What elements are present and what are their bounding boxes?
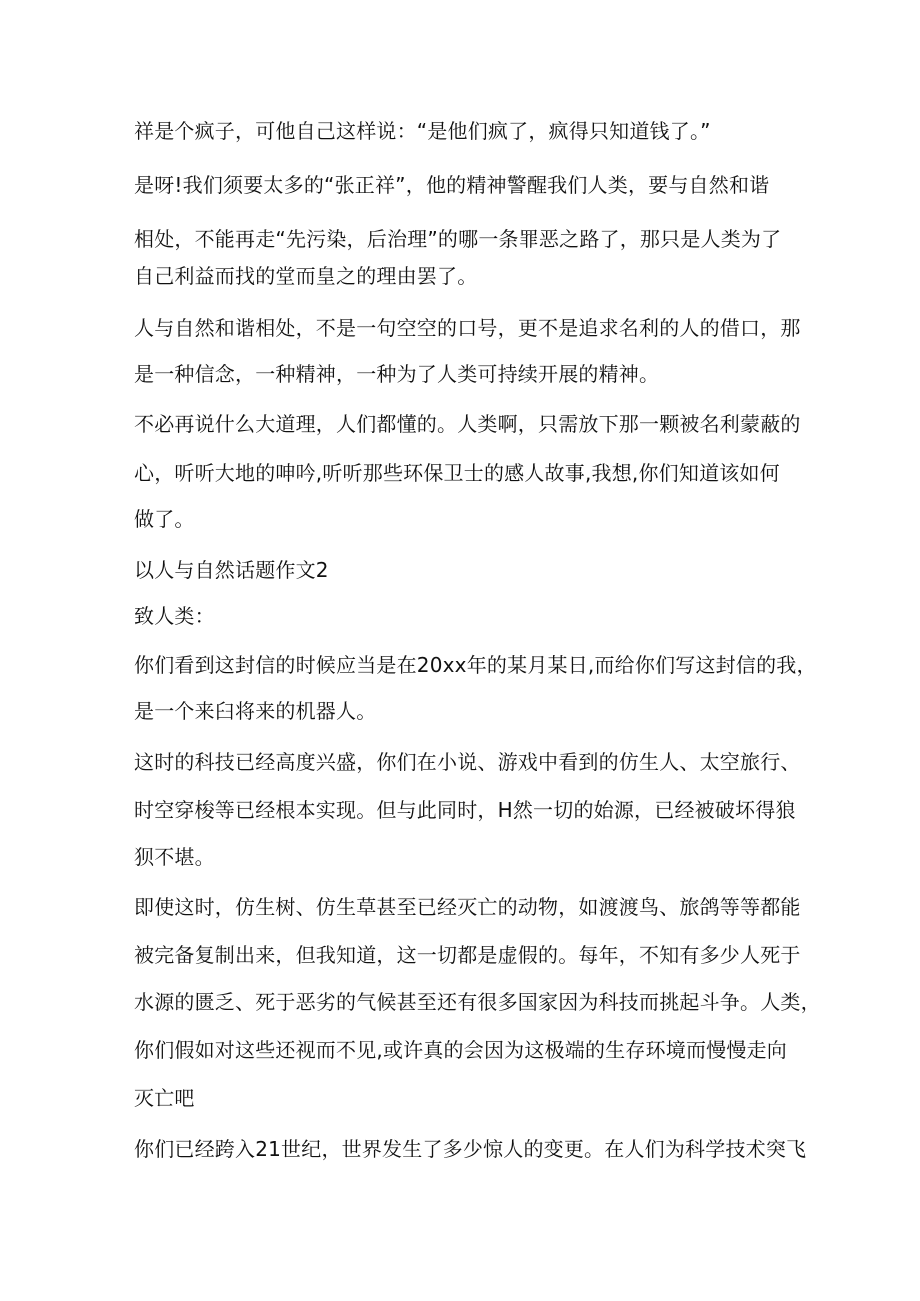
text-line: 相处，不能再走“先污染，后治理”的哪一条罪恶之路了，那只是人类为了: [134, 227, 782, 251]
letter-salutation: 致人类：: [134, 604, 215, 628]
text-line: 做了。: [134, 507, 195, 531]
text-line: 人与自然和谐相处，不是一句空空的口号，更不是追求名利的人的借口，那: [134, 316, 801, 340]
text-line: 不必再说什么大道理，人们都懂的。人类啊，只需放下那一颗被名利蒙蔽的: [134, 412, 801, 436]
text-line: 被完备复制出来，但我知道，这一切都是虚假的。每年，不知有多少人死于: [134, 943, 801, 967]
text-line: 祥是个疯子，可他自己这样说：“是他们疯了，疯得只知道钱了。”: [134, 119, 711, 143]
text-line: 这时的科技已经高度兴盛，你们在小说、游戏中看到的仿生人、太空旅行、: [134, 750, 801, 774]
text-line: 时空穿梭等已经根本实现。但与此同时，H然一切的始源，已经被破坏得狼: [134, 798, 796, 822]
section-heading: 以人与自然话题作文2: [134, 558, 329, 582]
text-line: 灭亡吧: [134, 1086, 195, 1110]
text-line: 你们已经跨入21世纪，世界发生了多少惊人的变更。在人们为科学技术突飞: [134, 1137, 807, 1161]
text-line: 水源的匮乏、死于恶劣的气候甚至还有很多国家因为科技而挑起斗争。人类，: [134, 990, 821, 1014]
text-line: 心，听听大地的呻吟,听听那些环保卫士的感人故事,我想,你们知道该如何: [134, 461, 780, 485]
text-line: 是一个来臼将来的机器人。: [134, 699, 377, 723]
text-line: 即使这时，仿生树、仿生草甚至已经灭亡的动物，如渡渡鸟、旅鸽等等都能: [134, 895, 801, 919]
text-line: 自己利益而找的堂而皇之的理由罢了。: [134, 264, 478, 288]
text-line: 狈不堪。: [134, 845, 215, 869]
text-line: 你们看到这封信的时候应当是在20xx年的某月某日,而给你们写这封信的我，: [134, 653, 817, 677]
text-line: 是呀!我们须要太多的“张正祥”，他的精神警醒我们人类，要与自然和谐: [134, 173, 770, 197]
text-line: 你们假如对这些还视而不见,或许真的会因为这极端的生存环境而慢慢走向: [134, 1038, 787, 1062]
text-line: 是一种信念，一种精神，一种为了人类可持续开展的精神。: [134, 362, 660, 386]
